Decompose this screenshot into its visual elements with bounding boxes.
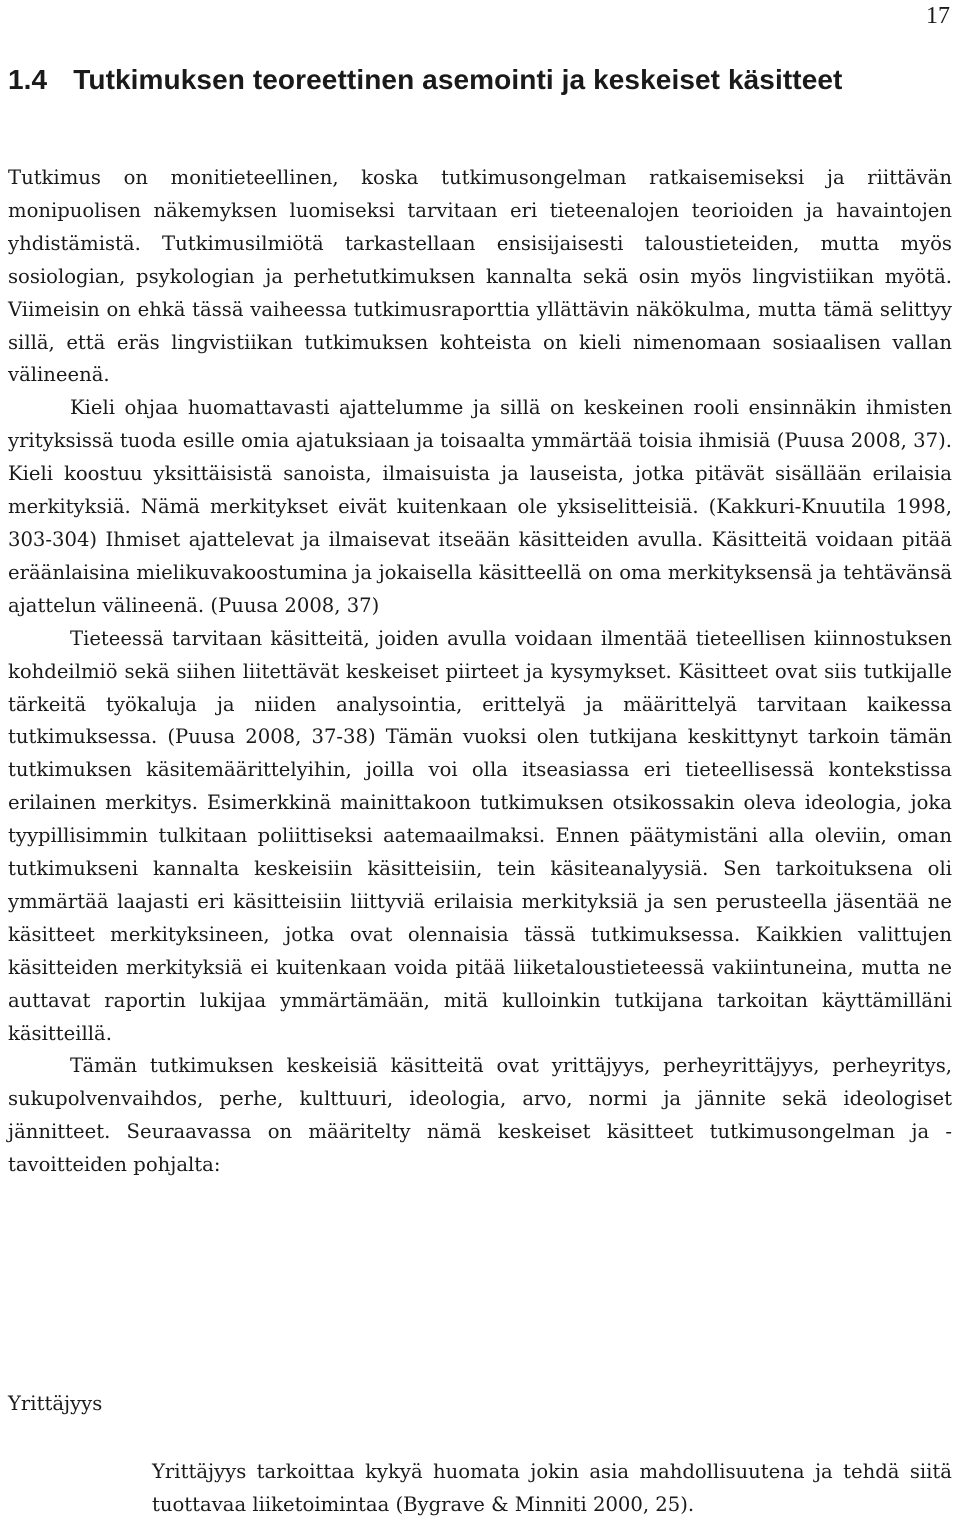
paragraph-3: Tieteessä tarvitaan käsitteitä, joiden avulla voidaan ilmentää tieteellisen kiinnostuksen kohdeilmiö sekä siihen liitettävät keskeiset piirteet ja kysymykset. Käsitteet ovat siis tutkijalle tärkeitä työkaluja ja niiden analysointia, erittelyä ja määrittelyä tarvitaan kaikessa tutkimuksessa. (Puusa 2008, 37-38) Tämän vuoksi olen tutkijana keskittynyt tarkoin tämän tutkimuksen käsitemäärittelyihin, joilla voi olla itseasiassa eri tieteellisessä kontekstissa erilainen merkitys. Esimerkkinä mainittakoon tutkimuksen otsikossakin oleva ideologia, joka tyypillisimmin tulkitaan poliittiseksi aatemaailmaksi. Ennen päätymistäni alla oleviin, oman tutkimukseni kannalta keskeisiin käsitteisiin, tein käsiteanalyysiä. Sen tarkoituksena oli ymmärtää laajasti eri käsitteisiin liittyviä erilaisia merkityksiä ja sen perusteella jäsentää ne käsitteet merkityksineen, jotka ovat olennaisia tässä tutkimuksessa. Kaikkien valittujen käsitteiden merkityksiä ei kuitenkaan voida pitää liiketaloustieteessä vakiintuneina, mutta ne auttavat raportin lukijaa ymmärtämään, mitä kulloinkin tutkijana tarkoitan käyttämilläni käsitteillä.	[8, 626, 952, 1045]
page-number: 17	[926, 3, 950, 29]
term-heading: Yrittäjyys	[8, 1392, 103, 1415]
section-heading	[8, 62, 842, 98]
section-number: 1.4	[8, 64, 48, 95]
paragraph-4: Tämän tutkimuksen keskeisiä käsitteitä ovat yrittäjyys, perheyrittäjyys, perheyritys, sukupolvenvaihdos, perhe, kulttuuri, ideologia, arvo, normi ja jännite sekä ideologiset jännitteet. Seuraavassa on määritelty nämä keskeiset käsitteet tutkimusongelman ja -tavoitteiden pohjalta:	[8, 1054, 952, 1177]
paragraph-1: Tutkimus on monitieteellinen, koska tutkimusongelman ratkaisemiseksi ja riittävän monipuolisen näkemyksen luomiseksi tarvitaan eri tieteenalojen teorioiden ja havaintojen yhdistämistä. Tutkimusilmiötä tarkastellaan ensisijaisesti taloustieteiden, mutta myös sosiologian, psykologian ja perhetutkimuksen kannalta sekä osin myös lingvistiikan myötä. Viimeisin on ehkä tässä vaiheessa tutkimusraporttia yllättävin näkökulma, mutta tämä selittyy sillä, että eräs lingvistiikan tutkimuksen kohteista on kieli nimenomaan sosiaalisen vallan välineenä.	[8, 166, 952, 387]
body-text	[8, 162, 952, 1182]
paragraph-2: Kieli ohjaa huomattavasti ajattelumme ja sillä on keskeinen rooli ensinnäkin ihmisten yrityksissä tuoda esille omia ajatuksiaan ja toisaalta ymmärtää toisia ihmisiä (Puusa 2008, 37). Kieli koostuu yksittäisistä sanoista, ilmaisuista ja lauseista, jotka pitävät sisällään erilaisia merkityksiä. Nämä merkitykset eivät kuitenkaan ole yksiselitteisiä. (Kakkuri-Knuutila 1998, 303-304) Ihmiset ajattelevat ja ilmaisevat itseään käsitteiden avulla. Käsitteitä voidaan pitää eräänlaisina mielikuvakoostumina ja jokaisella käsitteellä on oma merkityksensä ja tehtävänsä ajattelun välineenä. (Puusa 2008, 37)	[8, 396, 952, 617]
term-definition: Yrittäjyys tarkoittaa kykyä huomata jokin asia mahdollisuutena ja tehdä siitä tuottavaa liiketoimintaa (Bygrave & Minniti 2000, 25).	[152, 1460, 952, 1516]
section-title: Tutkimuksen teoreettinen asemointi ja keskeiset käsitteet	[73, 64, 843, 95]
